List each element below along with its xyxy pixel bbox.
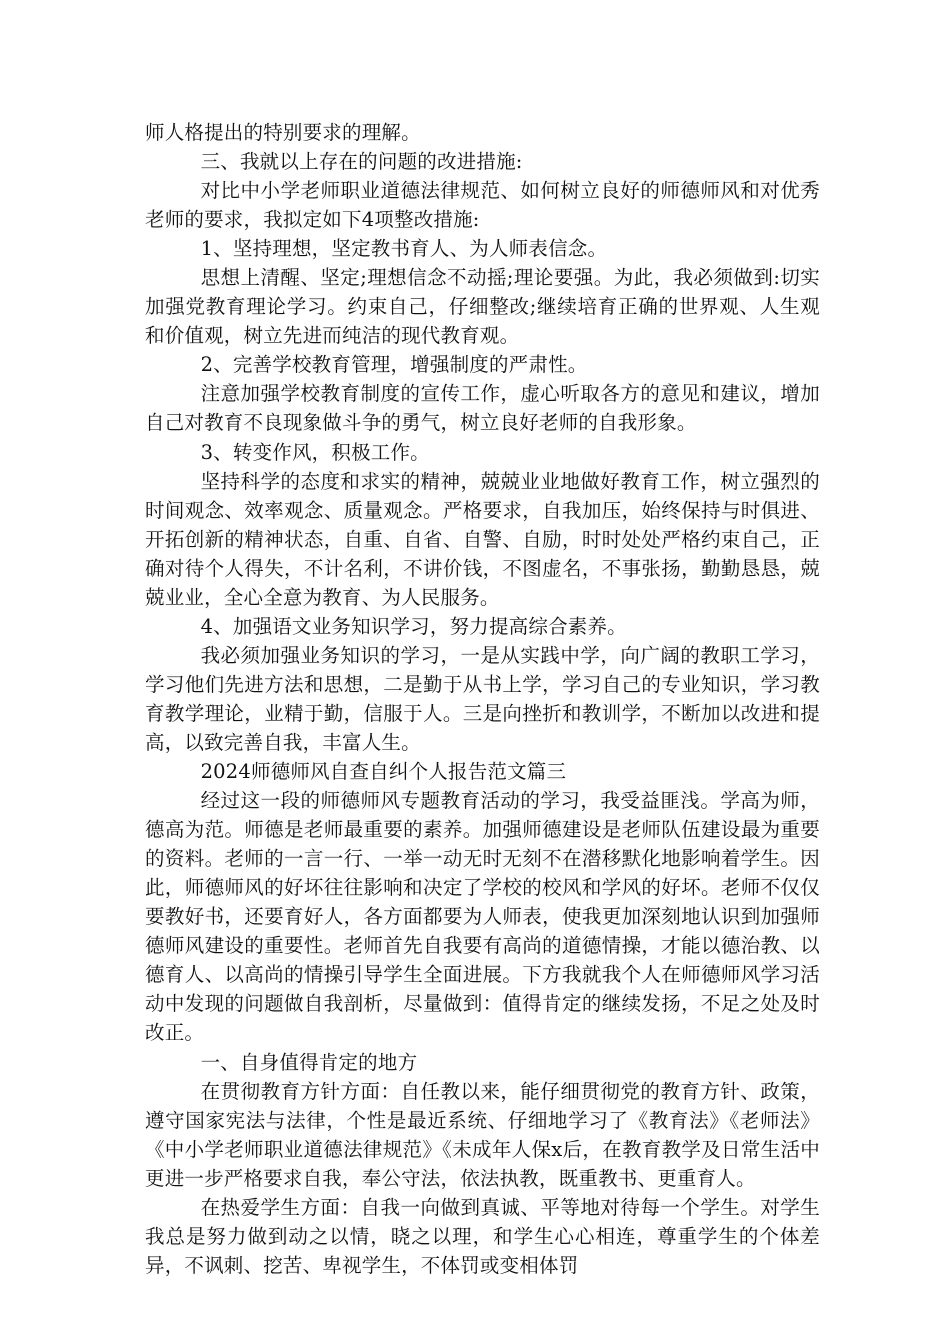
list-item-heading: 3、转变作风，积极工作。 <box>200 440 430 464</box>
paragraph: 我必须加强业务知识的学习，一是从实践中学，向广阔的教职工学习，学习他们先进方法和思想，二是勤于从书上学，学习自己的专业知识，学习教育教学理论，业精于勤，信服于人。三是向挫折和教训学，不断加以改进和提高，以致完善自我，丰富人生。 <box>145 643 820 754</box>
paragraph: 思想上清醒、坚定;理想信念不动摇;理论要强。为此，我必须做到:切实加强党教育理论学习。约束自己，仔细整改;继续培育正确的世界观、人生观和价值观，树立先进而纯洁的现代教育观。 <box>145 266 820 348</box>
paragraph: 注意加强学校教育制度的宣传工作，虚心听取各方的意见和建议，增加自己对教育不良现象做斗争的勇气，树立良好老师的自我形象。 <box>145 382 820 435</box>
paragraph: 师人格提出的特别要求的理解。 <box>145 121 421 144</box>
paragraph: 对比中小学老师职业道德法律规范、如何树立良好的师德师风和对优秀老师的要求，我拟定如下4项整改措施: <box>145 179 820 232</box>
paragraph: 在贯彻教育方针方面：自任教以来，能仔细贯彻党的教育方针、政策，遵守国家宪法与法律，个性是最近系统、仔细地学习了《教育法》《老师法》《中小学老师职业道德法律规范》《未成年人保x后，在教育教学及日常生活中更进一步严格要求自我，奉公守法，依法执教，既重教书、更重育人。 <box>145 1079 820 1190</box>
list-item-heading: 4、加强语文业务知识学习，努力提高综合素养。 <box>200 614 627 638</box>
paragraph: 经过这一段的师德师风专题教育活动的学习，我受益匪浅。学高为师，德高为范。师德是老师最重要的素养。加强师德建设是老师队伍建设最为重要的资料。老师的一言一行、一举一动无时无刻不在潜移默化地影响着学生。因此，师德师风的好坏往往影响和决定了学校的校风和学风的好坏。老师不仅仅要教好书，还要育好人，各方面都要为人师表，使我更加深刻地认识到加强师德师风建设的重要性。老师首先自我要有高尚的道德情操，才能以德治教、以德育人、以高尚的情操引导学生全面进展。下方我就我个人在师德师风学习活动中发现的问题做自我剖析，尽量做到：值得肯定的继续发扬，不足之处及时改正。 <box>145 789 820 1045</box>
document-body <box>145 118 820 1280</box>
list-item-heading: 1、坚持理想，坚定教书育人、为人师表信念。 <box>200 237 608 261</box>
paragraph: 坚持科学的态度和求实的精神，兢兢业业地做好教育工作，树立强烈的时间观念、效率观念、质量观念。严格要求，自我加压，始终保持与时俱进、开拓创新的精神状态，自重、自省、自警、自励，时时处处严格约束自己，正确对待个人得失，不计名利，不讲价钱，不图虚名，不事张扬，勤勤恳恳，兢兢业业，全心全意为教育、为人民服务。 <box>145 469 820 609</box>
article-title: 2024师德师风自查自纠个人报告范文篇三 <box>200 760 567 784</box>
paragraph: 在热爱学生方面：自我一向做到真诚、平等地对待每一个学生。对学生我总是努力做到动之以情，晓之以理，和学生心心相连，尊重学生的个体差异，不讽刺、挖苦、卑视学生，不体罚或变相体罚 <box>145 1195 820 1277</box>
section-heading: 一、自身值得肯定的地方 <box>200 1050 418 1074</box>
section-heading: 三、我就以上存在的问题的改进措施: <box>200 150 523 174</box>
list-item-heading: 2、完善学校教育管理，增强制度的严肃性。 <box>200 353 588 377</box>
